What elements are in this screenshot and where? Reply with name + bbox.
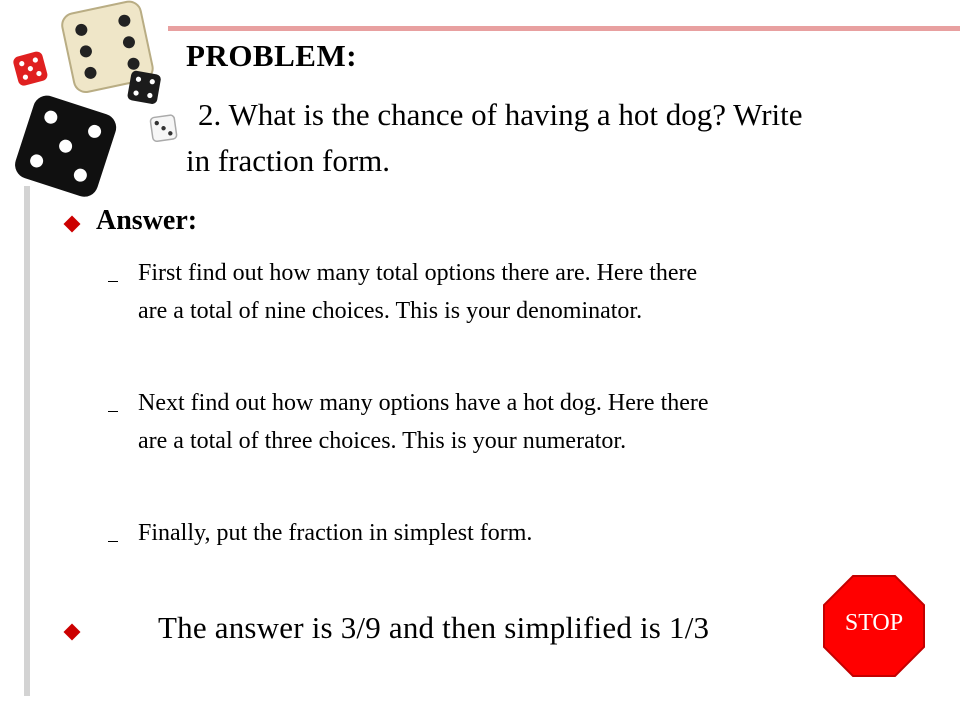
dash-bullet-icon <box>108 541 118 542</box>
big-black-die <box>11 92 119 200</box>
step-item <box>138 254 898 330</box>
step-line: are a total of three choices. This is your numerator. <box>138 428 627 454</box>
dice-icon <box>0 0 200 200</box>
final-answer: The answer is 3/9 and then simplified is 1/3 <box>158 610 710 645</box>
answer-heading: Answer: <box>96 205 198 236</box>
step-item <box>138 384 898 460</box>
stop-sign-label: STOP <box>844 610 904 636</box>
step-item <box>138 514 898 552</box>
dash-bullet-icon <box>108 281 118 282</box>
step-line: First find out how many total options there are. Here there <box>138 260 698 286</box>
step-line: Finally, put the fraction in simplest form. <box>138 520 533 546</box>
dash-bullet-icon <box>108 411 118 412</box>
question-line-1: 2. What is the chance of having a hot dog? Write <box>198 97 803 132</box>
step-line: are a total of nine choices. This is your denominator. <box>138 298 643 324</box>
question-line-2: in fraction form. <box>186 143 391 178</box>
slide-title: PROBLEM: <box>186 38 358 73</box>
diamond-bullet-icon <box>64 624 81 641</box>
red-die <box>12 50 49 87</box>
question-text <box>186 92 946 184</box>
diamond-bullet-icon <box>64 216 81 233</box>
step-line: Next find out how many options have a hot dog. Here there <box>138 390 709 416</box>
small-black-die <box>127 70 162 105</box>
tiny-white-die <box>150 115 177 142</box>
left-margin-rule <box>24 186 30 696</box>
title-accent-rule <box>168 26 960 31</box>
